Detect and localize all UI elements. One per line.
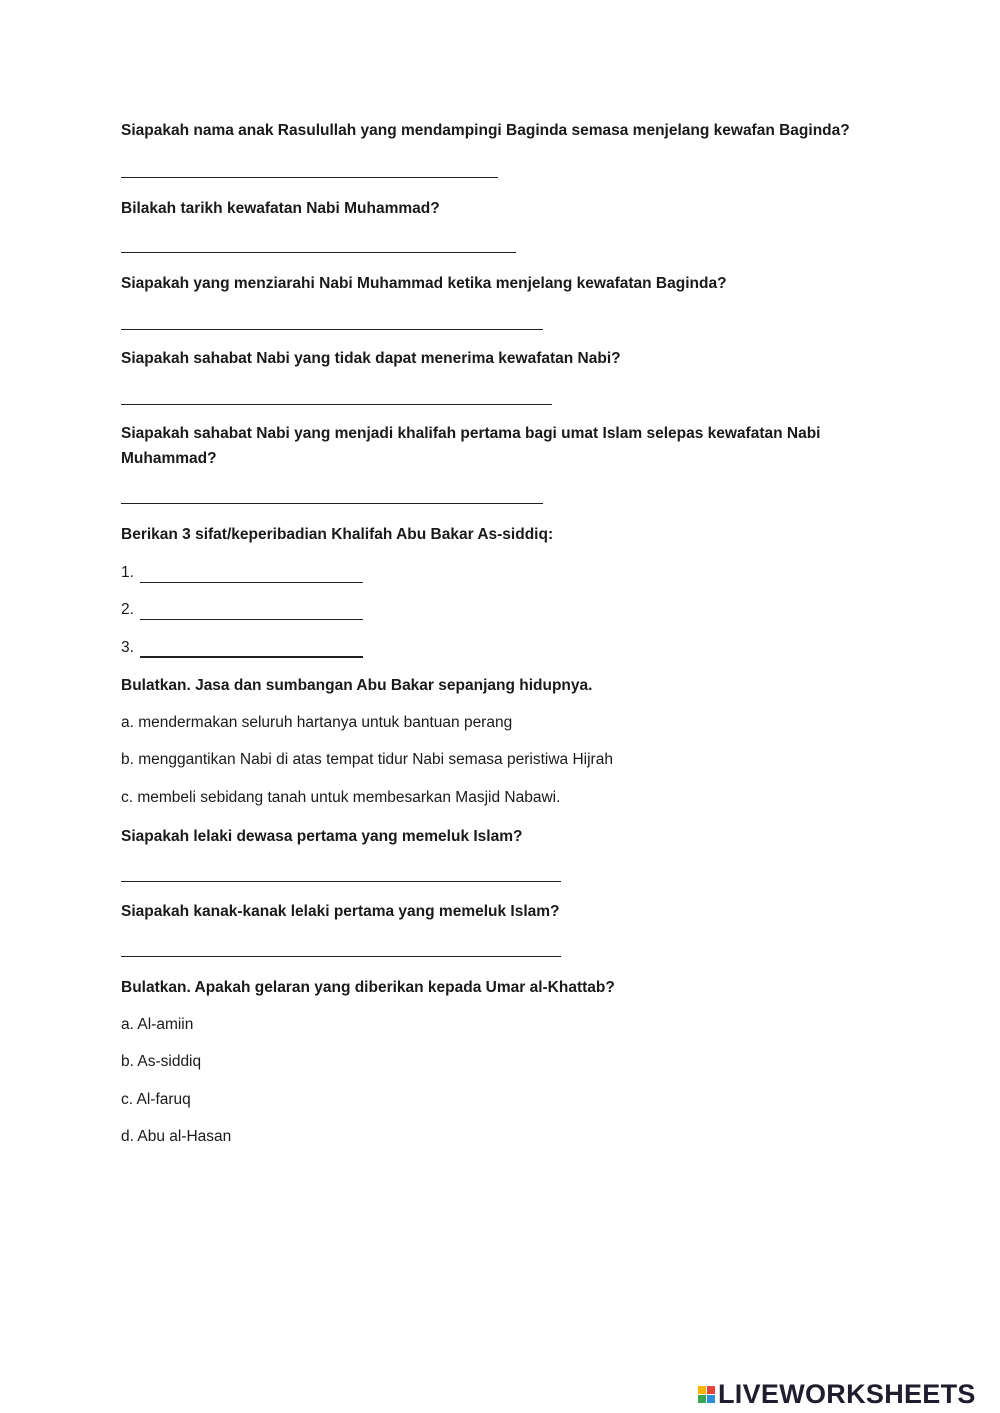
q10-option-b[interactable]: b. As-siddiq — [121, 1053, 202, 1070]
answer-line-1[interactable] — [121, 177, 498, 178]
answer-line-5[interactable] — [121, 503, 543, 504]
trait-answer-line-3[interactable] — [140, 642, 363, 658]
trait-number-2: 2. — [121, 601, 134, 618]
trait-answer-line-2[interactable] — [140, 605, 363, 620]
trait-row-3 — [121, 638, 363, 658]
question-9: Siapakah kanak-kanak lelaki pertama yang memeluk Islam? — [121, 903, 560, 920]
question-10: Bulatkan. Apakah gelaran yang diberikan kepada Umar al-Khattab? — [121, 979, 615, 996]
trait-number-3: 3. — [121, 639, 134, 656]
trait-row-1 — [121, 563, 363, 583]
question-3: Siapakah yang menziarahi Nabi Muhammad ketika menjelang kewafatan Baginda? — [121, 275, 727, 292]
question-6: Berikan 3 sifat/keperibadian Khalifah Abu Bakar As-siddiq: — [121, 526, 554, 543]
question-4: Siapakah sahabat Nabi yang tidak dapat menerima kewafatan Nabi? — [121, 350, 621, 367]
trait-answer-line-1[interactable] — [140, 568, 363, 583]
brand-wordmark: LIVEWORKSHEETS — [718, 1379, 976, 1409]
question-8: Siapakah lelaki dewasa pertama yang memeluk Islam? — [121, 828, 523, 845]
question-5: Siapakah sahabat Nabi yang menjadi khalifah pertama bagi umat Islam selepas kewafatan Nabi Muhammad? — [121, 425, 821, 467]
q7-option-a[interactable]: a. mendermakan seluruh hartanya untuk bantuan perang — [121, 714, 513, 731]
trait-row-2 — [121, 600, 363, 620]
question-7: Bulatkan. Jasa dan sumbangan Abu Bakar sepanjang hidupnya. — [121, 677, 593, 694]
answer-line-8[interactable] — [121, 881, 561, 882]
q10-option-a[interactable]: a. Al-amiin — [121, 1016, 194, 1033]
answer-line-9[interactable] — [121, 956, 561, 957]
q10-option-d[interactable]: d. Abu al-Hasan — [121, 1128, 232, 1145]
liveworksheets-brand — [698, 1379, 976, 1410]
question-2: Bilakah tarikh kewafatan Nabi Muhammad? — [121, 200, 440, 217]
q7-option-b[interactable]: b. menggantikan Nabi di atas tempat tidur Nabi semasa peristiwa Hijrah — [121, 751, 613, 768]
question-1: Siapakah nama anak Rasulullah yang mendampingi Baginda semasa menjelang kewafan Baginda? — [121, 122, 850, 139]
answer-line-4[interactable] — [121, 404, 552, 405]
trait-number-1: 1. — [121, 564, 134, 581]
liveworksheets-logo-icon — [698, 1386, 715, 1403]
q10-option-c[interactable]: c. Al-faruq — [121, 1091, 191, 1108]
answer-line-2[interactable] — [121, 252, 516, 253]
q7-option-c[interactable]: c. membeli sebidang tanah untuk membesarkan Masjid Nabawi. — [121, 789, 561, 806]
answer-line-3[interactable] — [121, 329, 543, 330]
